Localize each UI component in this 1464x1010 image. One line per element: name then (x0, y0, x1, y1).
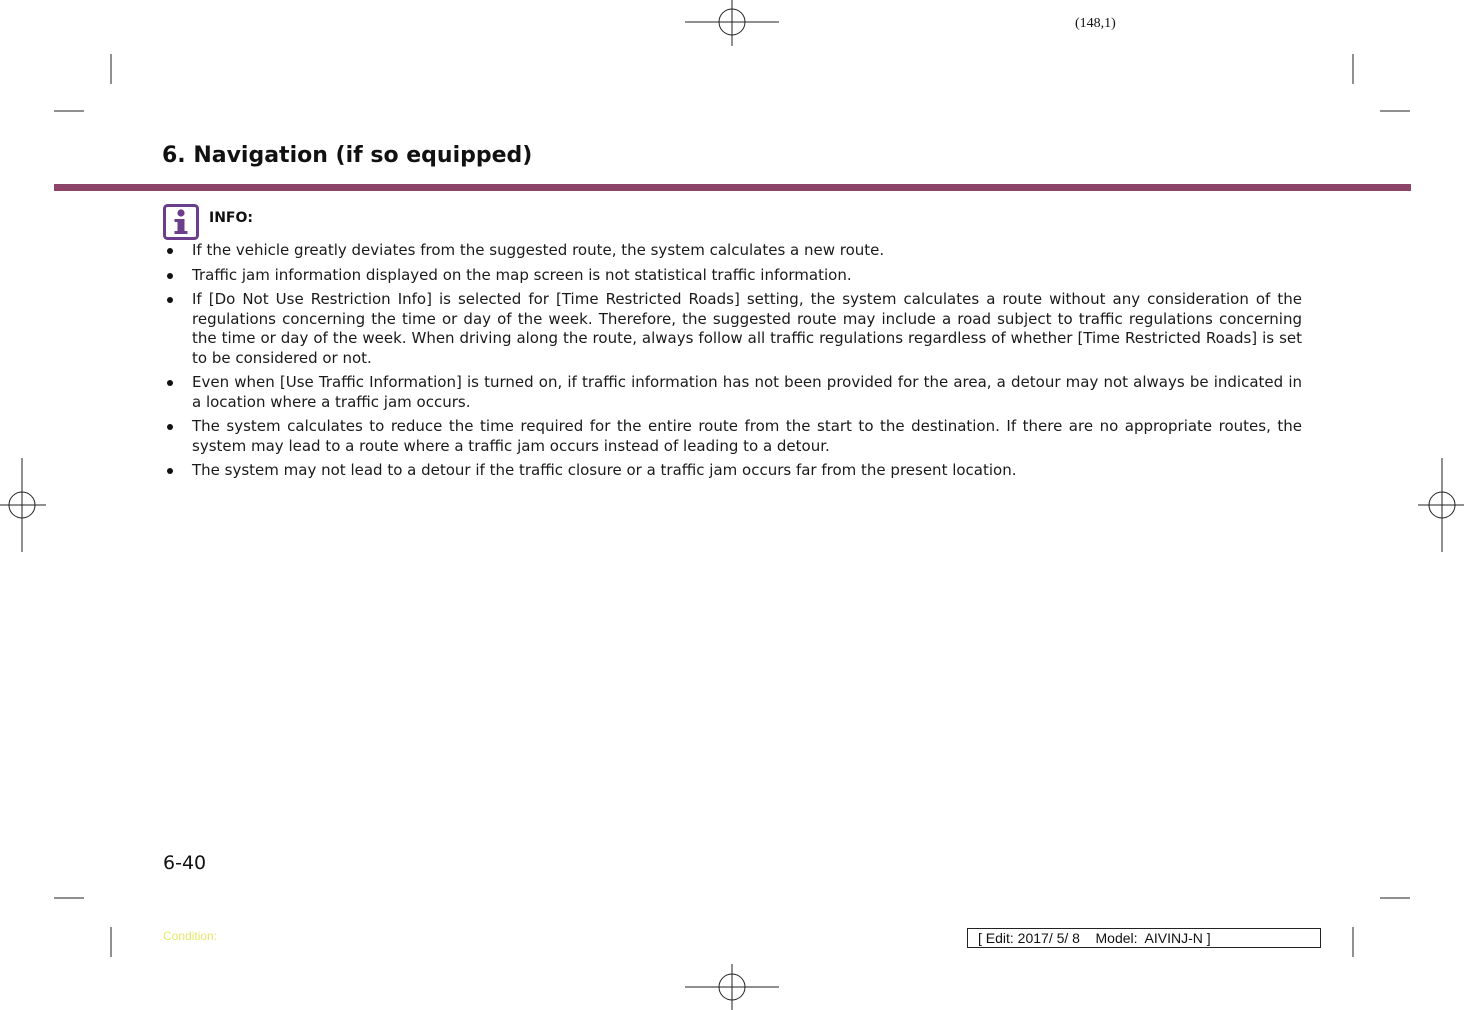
page-number: 6-40 (163, 852, 207, 874)
info-label: INFO: (209, 210, 253, 226)
list-item: Traffic jam information displayed on the map screen is not statistical traffic information. (164, 266, 1302, 286)
list-item: The system may not lead to a detour if the traffic closure or a traffic jam occurs far from the present location. (164, 461, 1302, 481)
list-item: If the vehicle greatly deviates from the suggested route, the system calculates a new route. (164, 241, 1302, 261)
info-icon (163, 204, 199, 240)
list-item: The system calculates to reduce the time required for the entire route from the start to the destination. If there are no appropriate routes, the system may lead to a route where a traffic jam occurs instead of leading to a detour. (164, 417, 1302, 456)
list-item: If [Do Not Use Restriction Info] is selected for [Time Restricted Roads] setting, the system calculates a route without any consideration of the regulations concerning the time or day of the week. Therefore, the suggested route may include a road subject to traffic regulations concerning the time or day of the week. When driving along the route, always follow all traffic regulations regardless of whether [Time Restricted Roads] is set to be considered or not. (164, 290, 1302, 368)
title-rule (54, 184, 1411, 191)
info-bullet-list (164, 241, 1302, 486)
edit-info-box: [ Edit: 2017/ 5/ 8 Model: AIVINJ-N ] (967, 928, 1321, 948)
condition-label: Condition: (163, 929, 218, 943)
list-item: Even when [Use Traffic Information] is turned on, if traffic information has not been provided for the area, a detour may not always be indicated in a location where a traffic jam occurs. (164, 373, 1302, 412)
section-title: 6. Navigation (if so equipped) (162, 143, 533, 168)
page-code: (148,1) (1075, 16, 1116, 31)
